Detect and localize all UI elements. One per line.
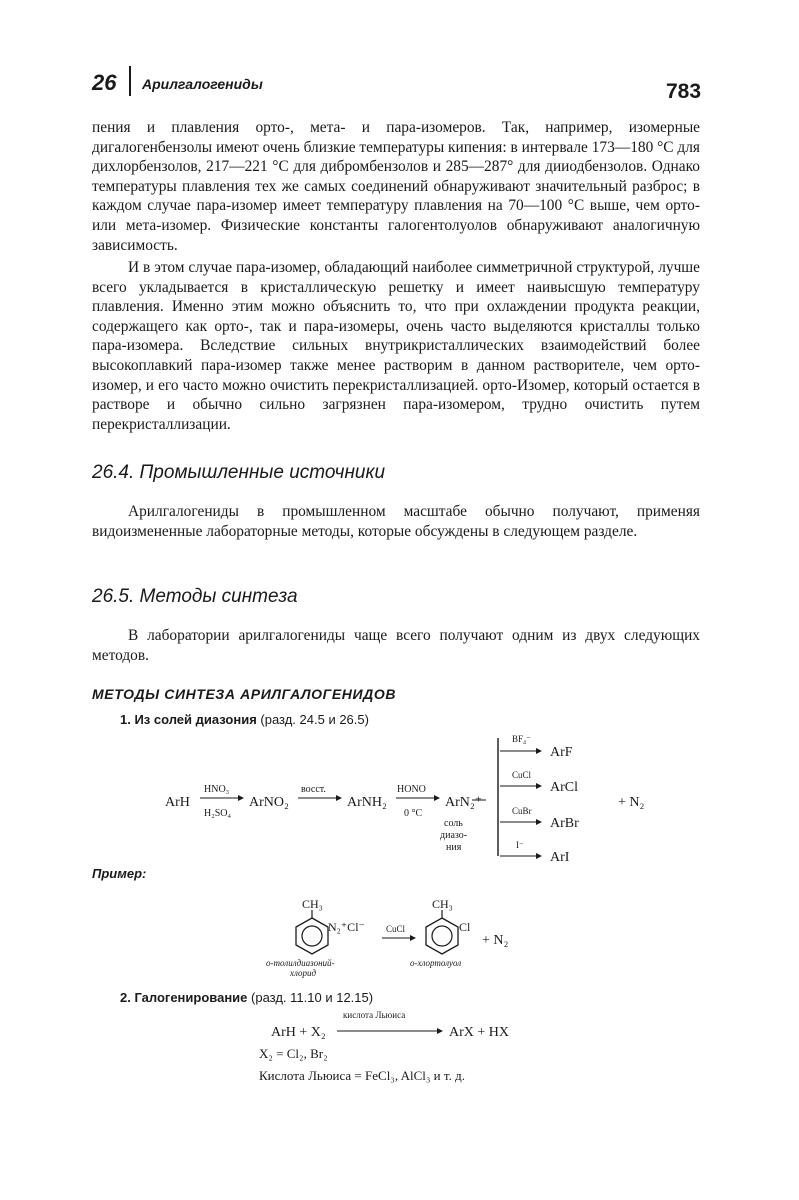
aromatic-circle-right <box>432 926 452 946</box>
halogenation-scheme <box>255 1006 575 1090</box>
example-reaction <box>260 896 550 982</box>
scheme-reduction: восст. <box>301 784 326 795</box>
header-divider <box>129 66 131 96</box>
method2-reference: (разд. 11.10 и 12.15) <box>251 990 374 1005</box>
example-reagent: CuCl <box>386 924 406 934</box>
branch-product-ari: ArI <box>550 850 570 865</box>
branch-product-arbr: ArBr <box>550 816 579 831</box>
paragraph-para-isomer: И в этом случае пара-изомер, обладающий наиболее симметричной структурой, лучше всего укладывается в кристаллическую решетку и имеет наивысшую температуру плавления. Именно этим можно объяснить то, что при охлаждении продукта реакции, содержащего как орто-, так и пара-изомеры, очень часто выделяются кристаллы только пара-изомера. Вследствие сильных внутрикристаллических взаимодействий более высокоплавкий пара-изомер также менее растворим в данном растворителе, чем орто-изомер, и его часто можно очистить перекристаллизацией. орто-Изомер, который остается в растворе и обычно сильно загрязнен пара-изомером, трудно очистить путем перекристаллизации. <box>92 259 700 433</box>
chloro-group: Cl <box>459 920 471 934</box>
lewis-acid-definition: Кислота Льюиса = FeCl₃, AlCl₃ и т. д. <box>259 1068 465 1083</box>
method1-reference: (разд. 24.5 и 26.5) <box>260 712 369 727</box>
scheme-diazonium: ArN₂⁺ <box>445 795 483 810</box>
arrow-branch-br-head <box>536 819 542 825</box>
method1-heading <box>120 712 369 727</box>
scheme-n2-byproduct: + N₂ <box>618 795 645 810</box>
branch-product-arf: ArF <box>550 745 573 760</box>
scheme-hno3: HNO₃ <box>204 784 230 795</box>
methyl-right: CH₃ <box>432 897 453 911</box>
method1-label: 1. Из солей диазония <box>120 712 257 727</box>
arrow-reduction-head <box>336 795 342 801</box>
branch-reagent-iodide: I⁻ <box>516 840 524 850</box>
halogenation-reactants: ArH + X₂ <box>271 1025 326 1040</box>
method2-label: 2. Галогенирование <box>120 990 248 1005</box>
scheme-salt-2: диазо- <box>440 830 468 841</box>
arrow-branch-cl-head <box>536 783 542 789</box>
chapter-number: 26 <box>92 70 117 95</box>
example-arrow-head <box>410 935 416 941</box>
scheme-hono: HONO <box>397 784 426 795</box>
aromatic-circle-left <box>302 926 322 946</box>
scheme-temp: 0 °C <box>404 808 423 819</box>
arrow-nitration-head <box>238 795 244 801</box>
branch-reagent-cucl: CuCl <box>512 770 532 780</box>
methyl-left: CH₃ <box>302 897 323 911</box>
arrow-branch-i-head <box>536 853 542 859</box>
scheme-arno2: ArNO₂ <box>249 795 289 810</box>
scheme-arh: ArH <box>165 795 190 810</box>
caption-diazonium-1: о-толилдиазоний- <box>266 958 335 968</box>
paragraph-isomers-melting: пения и плавления орто-, мета- и пара-изомеров. Так, например, изомерные дигалогенбензолы имеют очень близкие температуры кипения: в интервале 173—180 °С для дихлорбензолов, 217—221 °С для дибромбензолов и 285—287° для дииодбензолов. Однако температуры плавления тех же самых соединений обнаруживают значительный разброс; в каждом случае пара-изомер имеет температуру плавления на 70—100 °С выше, чем орто- или мета-изомер. Физические константы галогентолуолов обнаруживают аналогичную зависимость. <box>92 119 700 254</box>
scheme-salt-1: соль <box>444 818 463 829</box>
x2-definition: X₂ = Cl₂, Br₂ <box>259 1046 328 1061</box>
scheme-salt-3: ния <box>446 842 462 853</box>
branch-reagent-cubr: CuBr <box>512 806 532 816</box>
section-26-4-body: Арилгалогениды в промышленном масштабе обычно получают, применяя видоизмененные лабораторные методы, которые обсуждены в следующем разделе. <box>92 503 700 540</box>
methods-heading: МЕТОДЫ СИНТЕЗА АРИЛГАЛОГЕНИДОВ <box>92 686 397 702</box>
diazonium-scheme <box>150 728 690 868</box>
section-title-26-5: 26.5. Методы синтеза <box>92 586 298 607</box>
method2-heading <box>120 990 373 1005</box>
benzene-ring-right <box>426 918 458 954</box>
branch-reagent-bf4: BF₄⁻ <box>512 734 531 744</box>
caption-diazonium-2: хлорид <box>290 968 317 978</box>
branch-product-arcl: ArCl <box>550 780 578 795</box>
benzene-ring-left <box>296 918 328 954</box>
caption-chlorotoluene: о-хлортолуол <box>410 958 462 968</box>
arrow-branch-f-head <box>536 748 542 754</box>
section-26-5-body: В лаборатории арилгалогениды чаще всего получают одним из двух следующих методов. <box>92 627 700 664</box>
example-label: Пример: <box>92 866 147 881</box>
arrow-diazotization-head <box>434 795 440 801</box>
lewis-acid-label: кислота Льюиса <box>343 1010 406 1020</box>
running-title: Арилгалогениды <box>142 76 263 92</box>
scheme-arnh2: ArNH₂ <box>347 795 387 810</box>
scheme-h2so4: H₂SO₄ <box>204 808 231 819</box>
halogenation-arrow-head <box>437 1028 443 1034</box>
diazonium-group: N₂⁺Cl⁻ <box>328 920 365 934</box>
example-n2: + N₂ <box>482 933 509 948</box>
halogenation-products: ArX + HX <box>449 1025 509 1040</box>
page-number: 783 <box>666 80 702 103</box>
section-title-26-4: 26.4. Промышленные источники <box>92 462 386 483</box>
